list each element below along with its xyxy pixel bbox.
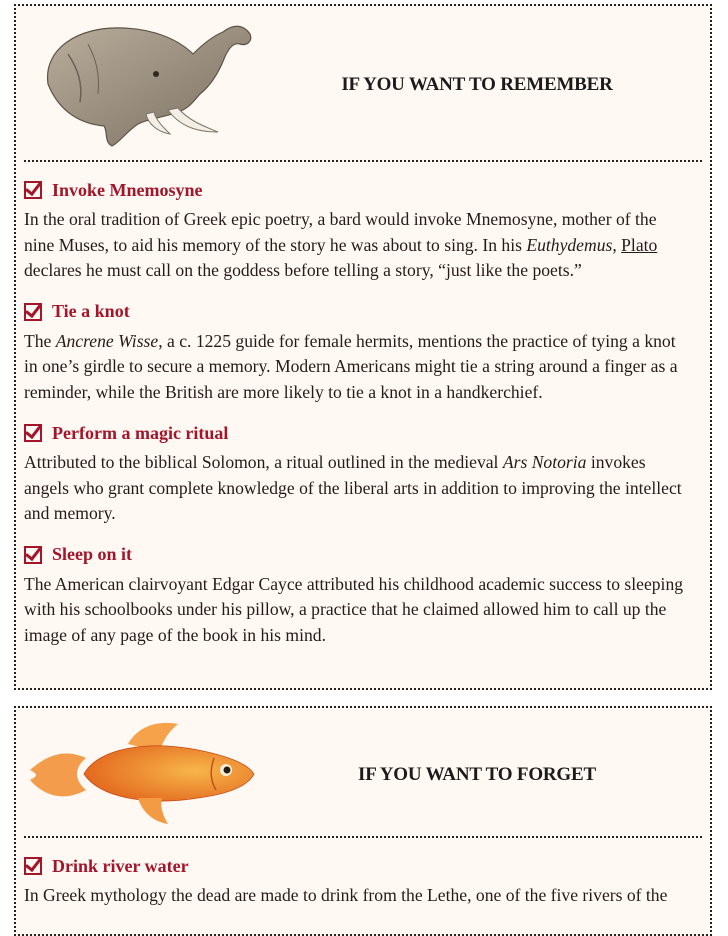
remember-title: IF YOU WANT TO REMEMBER <box>341 74 613 95</box>
entry-body: The Ancrene Wisse, a c. 1225 guide for female hermits, mentions the practice of tying a knot in one’s girdle to secure a memory. Modern Americans might tie a string around a finger as a reminder, while the British are more likely to tie a knot in a handkerchief. <box>24 330 678 402</box>
entry-title: Sleep on it <box>52 544 133 564</box>
remember-entries <box>16 162 710 648</box>
forget-header <box>16 708 710 836</box>
remember-header <box>16 6 710 160</box>
checkbox-icon <box>24 546 42 564</box>
list-item <box>24 176 690 284</box>
forget-card <box>14 706 712 936</box>
checkbox-icon <box>24 857 42 875</box>
goldfish-illustration <box>28 718 268 828</box>
plato-link[interactable]: Plato <box>621 234 658 255</box>
entry-body: Attributed to the biblical Solomon, a ritual outlined in the medieval Ars Notoria invokes angels who grant complete knowledge of the liberal arts in addition to improving the intellect and memory. <box>24 452 682 523</box>
forget-entries <box>16 838 710 909</box>
list-item <box>24 298 690 406</box>
checkbox-icon <box>24 424 42 442</box>
list-item <box>24 852 690 909</box>
elephant-illustration <box>28 14 268 154</box>
entry-title: Perform a magic ritual <box>52 422 229 443</box>
entry-body: In Greek mythology the dead are made to drink from the Lethe, one of the five rivers of the <box>24 885 668 905</box>
entry-title: Invoke Mnemosyne <box>52 179 203 200</box>
forget-title: IF YOU WANT TO FORGET <box>358 764 596 785</box>
list-item <box>24 541 690 649</box>
checkbox-icon <box>24 303 42 321</box>
entry-title: Tie a knot <box>52 301 130 321</box>
checkbox-icon <box>24 181 42 199</box>
remember-card <box>14 4 712 690</box>
entry-title: Drink river water <box>52 855 189 876</box>
entry-body: The American clairvoyant Edgar Cayce attributed his childhood academic success to sleeping with his schoolbooks under his pillow, a practice that he claimed allowed him to call up the image of any page of the book in his mind. <box>24 573 684 645</box>
entry-body: In the oral tradition of Greek epic poetry, a bard would invoke Mnemosyne, mother of the nine Muses, to aid his memory of the story he was about to sing. In his Euthydemus, Plato declares he must call on the goddess before telling a story, “just like the poets.” <box>24 209 658 280</box>
list-item <box>24 419 690 527</box>
